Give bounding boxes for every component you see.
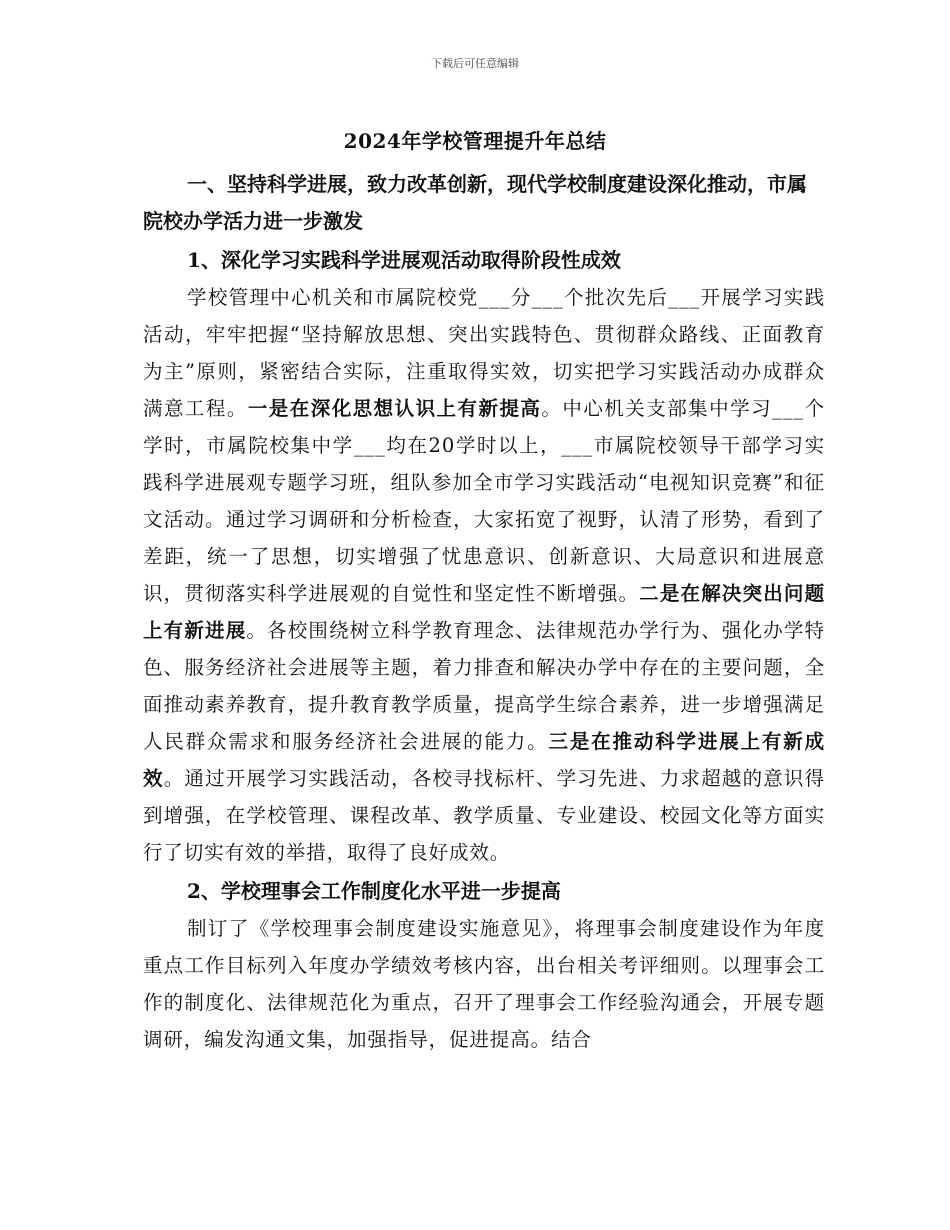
paragraph-text: 学校管理中心机关和市属院校党___分___个批次先后___开展学习实践活动，牢牢把握“坚持解放思想、突出实践特色、贯彻群众路线、正面教育为主”原则，紧密结合实际，注重取得实效，切实把学习实践活动办成群众满意工程。 (143, 286, 825, 420)
header-note: 下载后可任意编辑 (431, 57, 519, 70)
paragraph-text: 。中心机关支部集中学习___个学时，市属院校集中学___均在20学时以上，___市属院校领导干部学习实践科学进展观专题学习班，组队参加全市学习实践活动“电视知识竞赛”和征文活动。通过学习调研和分析检查，大家拓宽了视野，认清了形势，看到了差距，统一了思想，切实增强了忧患意识、创新意识、大局意识和进展意识，贯彻落实科学进展观的自觉性和坚定性不断增强。 (143, 397, 825, 605)
paragraph-1 (143, 279, 825, 871)
section-heading-1: 一、坚持科学进展，致力改革创新，现代学校制度建设深化推动，市属院校办学活力进一步激发 (143, 172, 807, 233)
bold-phrase: 一是在深化思想认识上有新提高 (247, 397, 542, 420)
subsection-heading-2: 2、学校理事会工作制度化水平进一步提高 (187, 879, 561, 903)
bold-phrase: 二是在解决突出问题上有新进展 (143, 582, 825, 642)
bold-phrase: 三是在推动科学进展上有新成效 (143, 730, 825, 790)
paragraph-2: 制订了《学校理事会制度建设实施意见》，将理事会制度建设作为年度重点工作目标列入年度办学绩效考核内容，出台相关考评细则。以理事会工作的制度化、法律规范化为重点，召开了理事会工作经验沟通会，开展专题调研，编发沟通文集，加强指导，促进提高。结合 (143, 917, 825, 1051)
document-body (143, 166, 825, 1058)
subsection-heading-1: 1、深化学习实践科学进展观活动取得阶段性成效 (187, 248, 621, 272)
page-title: 2024年学校管理提升年总结 (343, 129, 607, 153)
paragraph-text: 。各校围绕树立科学教育理念、法律规范办学行为、强化办学特色、服务经济社会进展等主题，着力排查和解决办学中存在的主要问题，全面推动素养教育，提升教育教学质量，提高学生综合素养，进一步增强满足人民群众需求和服务经济社会进展的能力。 (143, 619, 825, 753)
paragraph-text: 。通过开展学习实践活动，各校寻找标杆、学习先进、力求超越的意识得到增强，在学校管理、课程改革、教学质量、专业建设、校园文化等方面实行了切实有效的举措，取得了良好成效。 (143, 767, 825, 864)
